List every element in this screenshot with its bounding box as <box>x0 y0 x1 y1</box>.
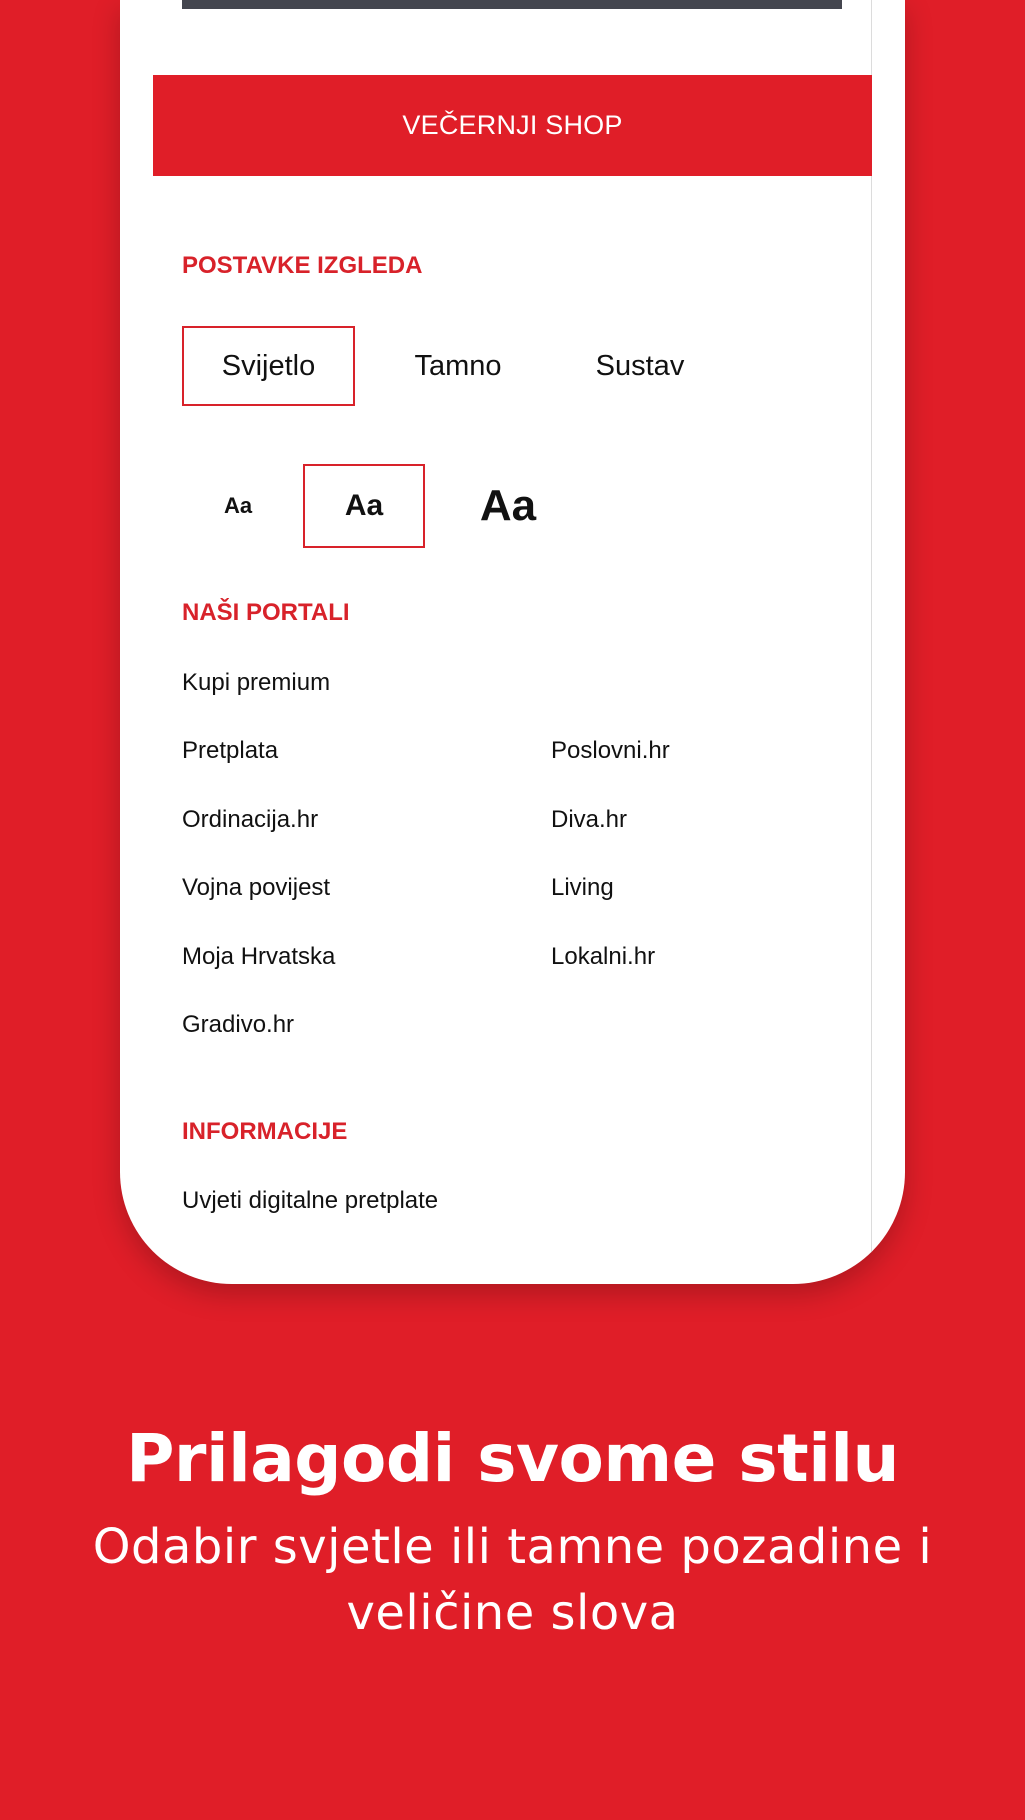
promo-subline: Odabir svjetle ili tamne pozadine i veličine slova <box>92 1519 933 1641</box>
link-poslovni[interactable]: Poslovni.hr <box>551 737 670 764</box>
our-portals-heading: NAŠI PORTALI <box>182 599 350 626</box>
theme-light-option[interactable]: Svijetlo <box>182 326 355 406</box>
phone-mockup <box>120 0 905 1284</box>
link-moja-hrvatska[interactable]: Moja Hrvatska <box>182 943 336 970</box>
link-pretplata[interactable]: Pretplata <box>182 737 279 764</box>
font-size-medium-option[interactable]: Aa <box>303 464 425 548</box>
link-uvjeti-pretplate[interactable]: Uvjeti digitalne pretplate <box>182 1187 439 1214</box>
appearance-settings-heading: POSTAVKE IZGLEDA <box>182 252 423 279</box>
link-kupi-premium[interactable]: Kupi premium <box>182 669 331 696</box>
link-ordinacija[interactable]: Ordinacija.hr <box>182 806 319 833</box>
link-vojna-povijest[interactable]: Vojna povijest <box>182 874 331 901</box>
link-gradivo[interactable]: Gradivo.hr <box>182 1011 295 1038</box>
font-size-large-option[interactable]: Aa <box>479 481 537 530</box>
promo-headline: Prilagodi svome stilu <box>126 1420 899 1497</box>
link-living[interactable]: Living <box>551 874 614 901</box>
theme-dark-option[interactable]: Tamno <box>414 349 502 382</box>
theme-system-option[interactable]: Sustav <box>595 349 685 382</box>
content-edge-divider <box>871 0 872 1284</box>
font-size-small-option[interactable]: Aa <box>223 493 253 518</box>
vecernji-shop-button[interactable]: VEČERNJI SHOP <box>153 75 872 176</box>
top-bar <box>182 0 842 9</box>
information-heading: INFORMACIJE <box>182 1118 348 1145</box>
link-lokalni[interactable]: Lokalni.hr <box>551 943 656 970</box>
link-diva[interactable]: Diva.hr <box>551 806 628 833</box>
